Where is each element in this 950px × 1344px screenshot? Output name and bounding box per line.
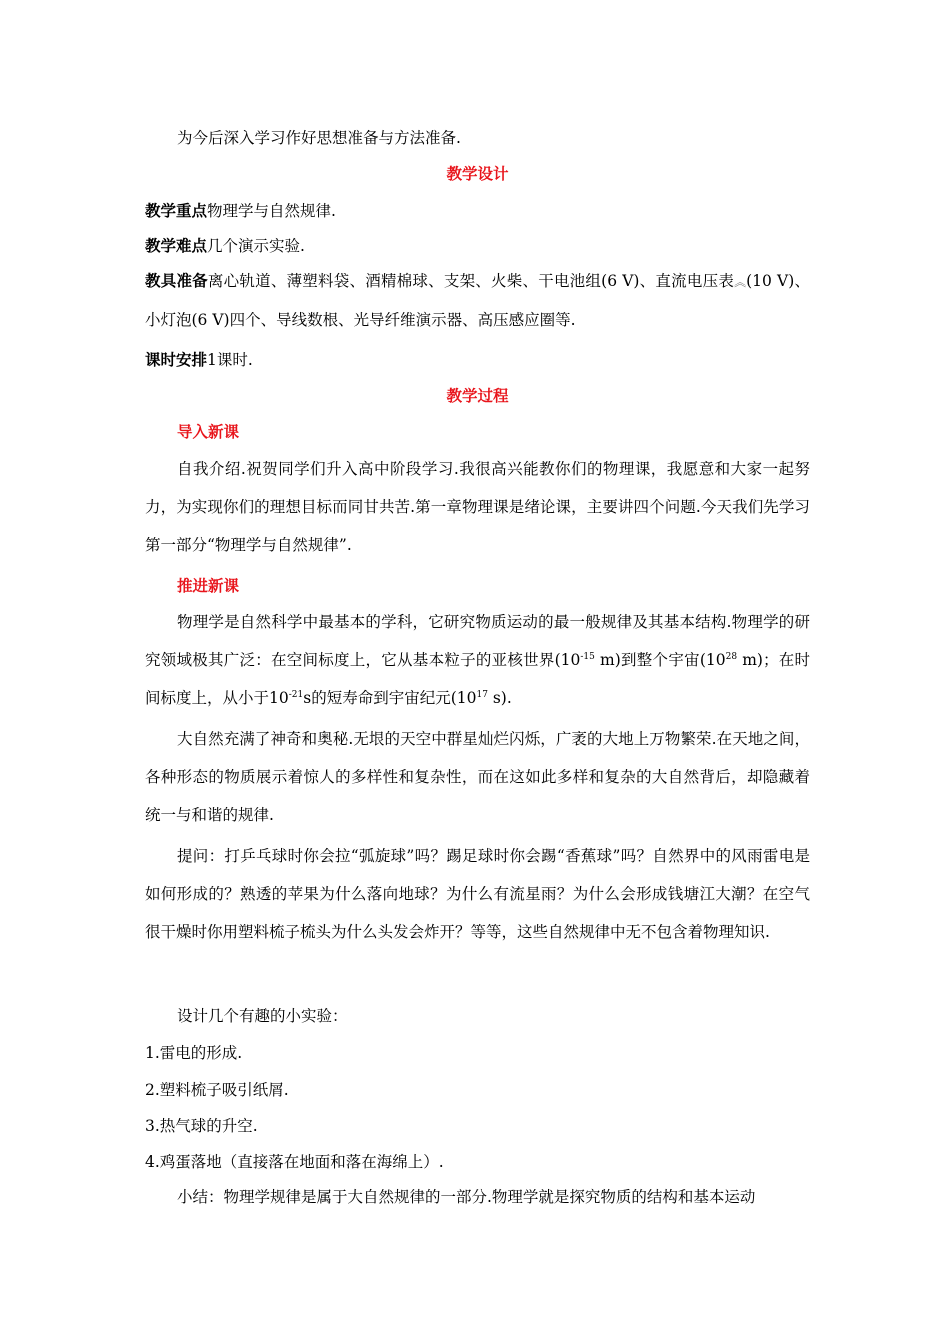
import-paragraph: 自我介绍.祝贺同学们升入高中阶段学习.我很高兴能教你们的物理课，我愿意和大家一起努力，为实现你们的理想目标而同甘共苦.第一章物理课是绪论课，主要讲四个问题.今天我们先学习第一部分“物理学与自然规律”. [145,460,810,554]
p1-a: 物理学是自然科学中最基本的学科，它研究物质运动的最一般规律及其基本结构.物理学的研究领域极其广泛：在空间标度上，它从基本粒子的亚核世界(10 [145,613,810,669]
focus-line [145,201,810,221]
paragraph-nature: 大自然充满了神奇和奥秘.无垠的天空中群星灿烂闪烁，广袤的大地上万物繁荣.在天地之间，各种形态的物质展示着惊人的多样性和复杂性，而在这如此多样和复杂的大自然背后，却隐藏着统一与和谐的规律. [145,730,810,824]
voltmeter-mark-icon: ︽ [734,275,747,289]
p1-exp1: -15 [580,652,595,662]
schedule-text: 1课时. [207,351,253,369]
p1-c: m)；在时间标度上，从小于10 [145,651,810,707]
p1-b: m)到整个宇宙(10 [594,651,726,669]
difficulty-text: 几个演示实验. [207,237,305,255]
schedule-label: 课时安排 [145,350,208,369]
p1-exp3: -21 [288,690,304,700]
focus-text: 物理学与自然规律. [207,202,336,220]
paragraph-physics-scope [145,603,810,717]
materials-text: 离心轨道、薄塑料袋、酒精棉球、支架、火柴、干电池组(6 V)、直流电压表 [207,272,735,290]
section-heading-process: 教学过程 [446,386,509,405]
experiment-item: 4.鸡蛋落地（直接落在地面和落在海绵上）. [145,1153,444,1171]
p1-exp4: 17 [476,690,488,700]
difficulty-line [145,236,810,256]
p1-exp2: 28 [725,652,738,662]
materials-paragraph [145,262,810,339]
p1-f: s). [487,689,512,707]
paragraph-questions: 提问：打乒乓球时你会拉“弧旋球”吗？踢足球时你会踢“香蕉球”吗？自然界中的风雨雷电是如何形成的？熟透的苹果为什么落向地球？为什么有流星雨？为什么会形成钱塘江大潮？在空气很干燥时你用塑料梳子梳头为什么头发会炸开？等等，这些自然规律中无不包含着物理知识. [145,847,810,941]
intro-line: 为今后深入学习作好思想准备与方法准备. [177,129,461,147]
focus-label: 教学重点 [145,201,208,220]
experiments-intro: 设计几个有趣的小实验： [177,1007,348,1025]
section-heading-design: 教学设计 [446,164,509,183]
experiment-item: 2.塑料梳子吸引纸屑. [145,1081,289,1099]
materials-label: 教具准备 [145,271,208,290]
p1-d: s的短寿命到宇宙纪元(10 [303,689,477,707]
experiment-item: 3.热气球的升空. [145,1117,258,1135]
schedule-line [145,350,810,370]
difficulty-label: 教学难点 [145,236,208,255]
advance-heading: 推进新课 [177,576,240,595]
import-heading: 导入新课 [177,422,240,441]
materials-text-2: (10 V)、小灯泡(6 V)四个、导线数根、光导纤维演示器、高压感应圈等. [145,272,810,329]
experiment-item: 1.雷电的形成. [145,1044,243,1062]
summary-line: 小结：物理学规律是属于大自然规律的一部分.物理学就是探究物质的结构和基本运动 [177,1188,756,1206]
